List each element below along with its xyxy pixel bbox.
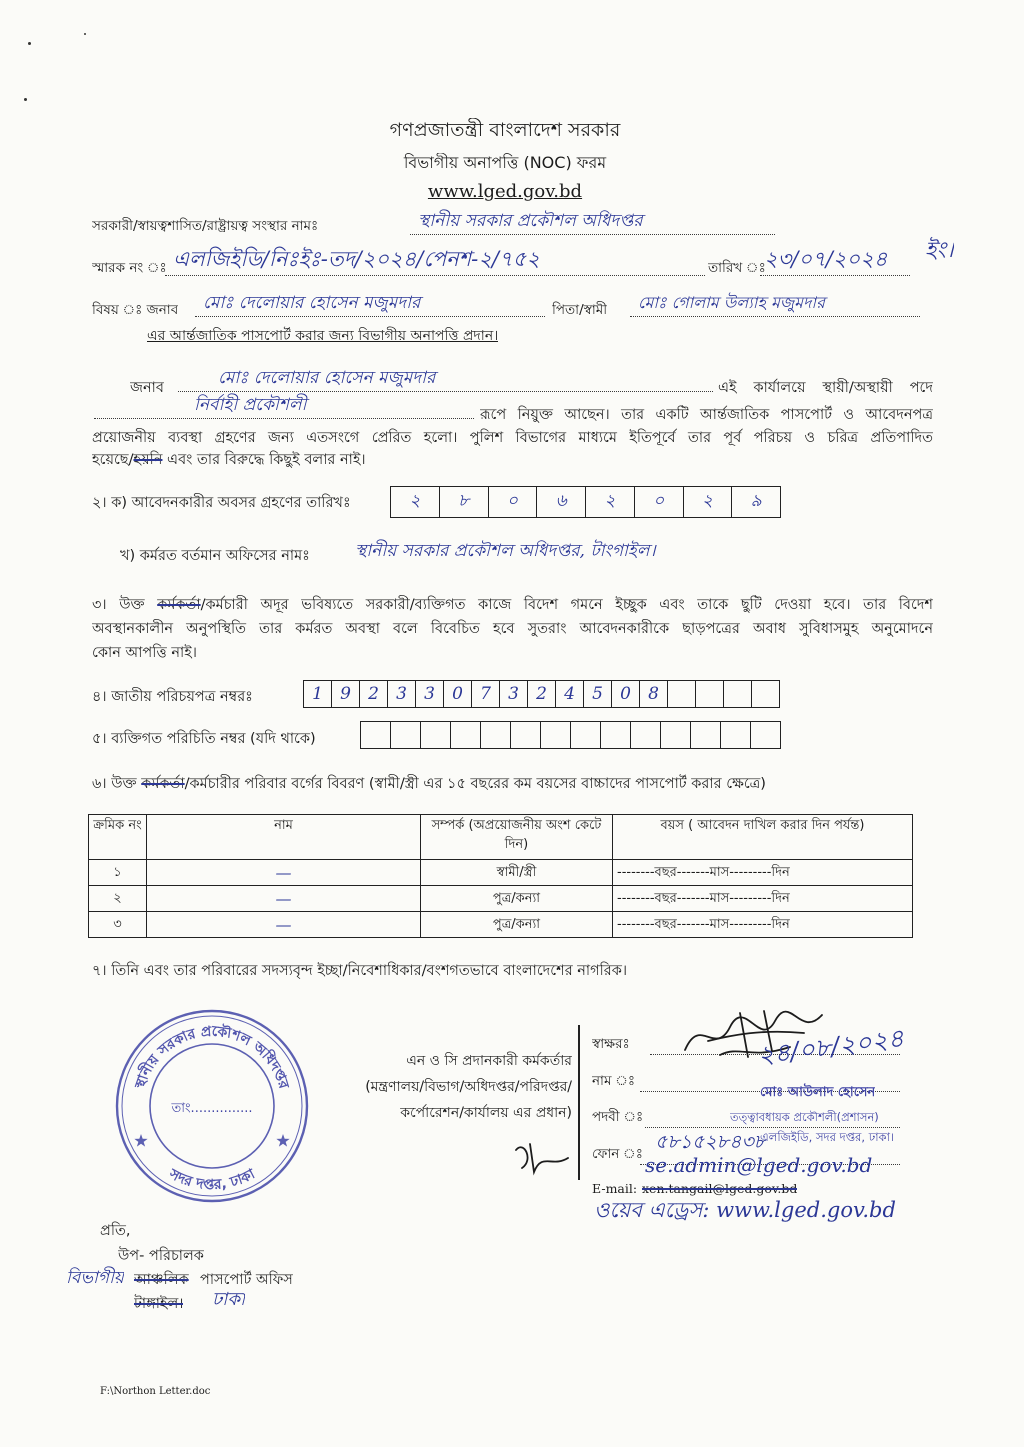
nid-digit: 3: [416, 681, 444, 707]
paper-speck: [24, 98, 27, 101]
seal-office: এলজিইডি, সদর দপ্তর, ঢাকা।: [760, 1130, 895, 1144]
personal-id-box: [721, 722, 751, 748]
item-3-line-2: অবস্থানকালীন অনুপস্থিতি তার কর্মরত অবস্থা বলে বিবেচিত হবে সুতরাং আবেদনকারীকে ছাড়পত্রের অবাধ সুবিধাসমুহ অনুমোদনে: [92, 621, 933, 637]
personal-id-box: [601, 722, 631, 748]
nid-digit: 2: [360, 681, 388, 707]
relation-cell: পুত্র/কন্যা: [421, 886, 613, 912]
office-seal: [104, 1008, 320, 1204]
recipient-district-struck: টাঙ্গাইল।: [134, 1296, 184, 1312]
nid-digit: 2: [528, 681, 556, 707]
age-cell: --------বছর-------মাস---------দিন: [613, 886, 913, 912]
nid-digit-box-empty: [668, 681, 696, 707]
nid-digit-box-empty: [696, 681, 724, 707]
name-cell: —: [147, 886, 421, 912]
retirement-date-boxes: [390, 486, 781, 518]
body-line-4-struck: হয়নি: [133, 452, 163, 468]
svg-text:সদর দপ্তর, ঢাকা: [165, 1166, 258, 1194]
serial-cell: ২: [89, 886, 147, 912]
item-6-line: [92, 774, 933, 794]
item-6-rest: /কর্মচারীর পরিবার বর্গের বিবরণ (স্বামী/স্ত্রী এর ১৫ বছরের কম বয়সের বাচ্চাদের পাসপোর্ট করার ক্ষেত্রে): [184, 776, 766, 792]
body-name: মোঃ দেলোয়ার হোসেন মজুমদার: [218, 368, 436, 388]
nid-digit: 1: [304, 681, 332, 707]
sign-label: স্বাক্ষরঃ: [592, 1036, 630, 1052]
seal-top-text: স্থানীয় সরকার প্রকৌশল অধিদপ্তর: [132, 1023, 292, 1091]
signed-date: ২৪/০৮/২০২৪: [756, 1023, 906, 1071]
table-header-row: [89, 815, 913, 860]
table-row: [89, 860, 913, 886]
personal-id-box: [481, 722, 511, 748]
body-designation-field: [94, 392, 474, 419]
page-title: গণপ্রজাতন্ত্রী বাংলাদেশ সরকার: [389, 119, 621, 141]
current-office-label: খ) কর্মরত বর্তমান অফিসের নামঃ: [120, 548, 310, 564]
personal-id-box: [421, 722, 451, 748]
email-value: se.admin@lged.gov.bd: [645, 1153, 873, 1177]
memo-field: [165, 243, 705, 276]
subject-line-2: এর আর্ন্তজাতিক পাসপোর্ট করার জন্য বিভাগীয় অনাপত্তি প্রদান।: [147, 328, 499, 344]
paper-speck: [84, 33, 86, 35]
relation-name-field: [630, 290, 920, 317]
retirement-date-digit: ২: [586, 487, 635, 517]
item-3-line-3: কোন আপত্তি নাই।: [92, 645, 197, 661]
body-line-4-a: হয়েছে/: [92, 452, 134, 468]
personal-id-box: [451, 722, 481, 748]
memo-label: স্মারক নং ঃ: [92, 260, 167, 276]
nid-digit: 0: [444, 681, 472, 707]
subject-name: মোঃ দেলোয়ার হোসেন মজুমদার: [203, 293, 421, 313]
family-table: [88, 814, 913, 938]
issuer-line-3: কর্পোরেশন/কার্যালয় এর প্রধান): [400, 1105, 572, 1121]
memo-value: এলজিইডি/নিঃইঃ-তদ/২০২৪/পেনশ-২/৭৫২: [173, 247, 540, 271]
personal-id-box: [751, 722, 781, 748]
retirement-date-digit: ৬: [537, 487, 586, 517]
retirement-date-digit: ০: [635, 487, 684, 517]
seal-star-icon: [134, 1134, 147, 1147]
body-designation: নির্বাহী প্রকৌশলী: [194, 395, 307, 415]
subject-name-field: [195, 290, 545, 317]
designation-label: পদবী ঃ: [592, 1109, 644, 1125]
retirement-date-digit: ৮: [440, 487, 489, 517]
item-3-line-1: [92, 595, 933, 615]
website-link: www.lged.gov.bd: [427, 181, 583, 202]
seal-bottom-text: সদর দপ্তর, ঢাকা: [166, 1166, 258, 1194]
nid-digit: 7: [472, 681, 500, 707]
item-3-struck: কর্মকর্তা: [157, 597, 201, 613]
nid-digit: 8: [640, 681, 668, 707]
name-cell: —: [147, 860, 421, 886]
nid-digit: 9: [332, 681, 360, 707]
nid-digit: 5: [584, 681, 612, 707]
table-row: [89, 886, 913, 912]
file-path: F:\Northon Letter.doc: [100, 1386, 211, 1397]
recipient-office-struck: আঞ্চলিক: [134, 1272, 189, 1288]
personal-id-label: ৫। ব্যক্তিগত পরিচিতি নম্বর (যদি থাকে): [92, 731, 316, 747]
personal-id-box: [571, 722, 601, 748]
body-jonab: জনাব: [130, 380, 164, 396]
body-name-field: [178, 365, 713, 392]
personal-id-box: [541, 722, 571, 748]
col-name-header: নাম: [147, 815, 421, 860]
personal-id-box: [361, 722, 391, 748]
issuer-line-1: এন ও সি প্রদানকারী কর্মকর্তার: [406, 1053, 572, 1069]
date-label: তারিখ ঃ: [708, 260, 766, 276]
recipient-office-handwritten: বিভাগীয়: [66, 1268, 124, 1288]
phone-label: ফোন ঃ: [592, 1146, 643, 1162]
nid-digit-box-empty: [724, 681, 752, 707]
age-cell: --------বছর-------মাস---------দিন: [613, 860, 913, 886]
seal-date-label: তাং...............: [171, 1101, 253, 1116]
personal-id-box: [631, 722, 661, 748]
nid-digit: 3: [388, 681, 416, 707]
item-3-prefix: ৩। উক্ত: [92, 597, 158, 613]
personal-id-box: [661, 722, 691, 748]
seal-star-icon: [276, 1134, 289, 1147]
relation-name: মোঃ গোলাম উল্যাহ মজুমদার: [638, 293, 825, 312]
nid-digit: 4: [556, 681, 584, 707]
table-row: [89, 912, 913, 938]
date-suffix: ইং।: [925, 238, 954, 263]
old-email: xen.tangail@lged.gov.bd: [642, 1181, 798, 1196]
subject-label: বিষয় ঃ জনাব: [92, 302, 179, 318]
body-line-2: রূপে নিয়ুক্ত আছেন। তার একটি আর্ন্তজাতিক পাসপোর্ট ও আবেদনপত্র: [480, 407, 933, 423]
retirement-date-digit: ২: [684, 487, 733, 517]
item-6-prefix: ৬। উক্ত: [92, 776, 142, 792]
item-7-line: ৭। তিনি এবং তার পরিবারের সদস্যবৃন্দ ইচ্ছা/নিবেশাধিকার/বংশগতভাবে বাংলাদেশের নাগরিক।: [92, 963, 628, 979]
serial-cell: ৩: [89, 912, 147, 938]
form-name: বিভাগীয় অনাপত্তি (NOC) ফরম: [403, 153, 607, 172]
nid-digit: 0: [612, 681, 640, 707]
retirement-date-digit: ০: [489, 487, 538, 517]
nid-digit-box-empty: [752, 681, 780, 707]
item-3-line-1-rest: /কর্মচারী অদূর ভবিষ্যতে সরকারী/ব্যক্তিগত কাজে বিদেশ গমনে ইচ্ছুক এবং তাকে ছুটি দেওয়া হবে। তার বিদেশ: [200, 597, 933, 613]
nid-digit: 3: [500, 681, 528, 707]
nid-label: ৪। জাতীয় পরিচয়পত্র নম্বরঃ: [92, 689, 253, 705]
item-6-struck: কর্মকর্তা: [141, 776, 185, 792]
personal-id-box: [511, 722, 541, 748]
relation-cell: স্বামী/স্ত্রী: [421, 860, 613, 886]
initials-signature: [510, 1138, 580, 1178]
relation-label: পিতা/স্বামী: [552, 302, 608, 318]
age-cell: --------বছর-------মাস---------দিন: [613, 912, 913, 938]
recipient-district-handwritten: ঢাকা: [212, 1289, 246, 1310]
paper-speck: [28, 42, 31, 45]
serial-cell: ১: [89, 860, 147, 886]
col-age-header: বয়স ( আবেদন দাখিল করার দিন পর্যন্ত): [613, 815, 913, 860]
recipient-to: প্রতি,: [100, 1223, 131, 1239]
email-label: E-mail:: [592, 1181, 638, 1196]
retirement-date-digit: ৯: [732, 487, 781, 517]
personal-id-box: [691, 722, 721, 748]
body-line-4-b: এবং তার বিরুদ্ধে কিছুই বলার নাই।: [162, 452, 366, 468]
col-relation-header: সম্পর্ক (অপ্রয়োজনীয় অংশ কেটে দিন): [421, 815, 613, 860]
name-cell: —: [147, 912, 421, 938]
org-value: স্থানীয় সরকার প্রকৌশল অধিদপ্তর: [418, 211, 643, 231]
seal-officer-name: মোঃ আউলাদ হোসেন: [760, 1085, 876, 1100]
recipient-office-rest: পাসপোর্ট অফিস: [200, 1272, 293, 1288]
body-post-text: এই কার্যালয়ে স্থায়ী/অস্থায়ী পদে: [718, 380, 933, 396]
org-field: [410, 208, 775, 235]
current-office-value: স্থানীয় সরকার প্রকৌশল অধিদপ্তর, টাংগাইল।: [355, 541, 656, 561]
date-field: [760, 243, 910, 276]
personal-id-box: [391, 722, 421, 748]
phone-value: ৫৮১৫২৮৪৩৮: [655, 1131, 767, 1153]
recipient-designation: উপ- পরিচালক: [118, 1248, 204, 1264]
nid-boxes: [303, 680, 780, 708]
personal-id-boxes: [360, 721, 781, 749]
name-label: নাম ঃ: [592, 1073, 636, 1089]
signature-divider: [578, 1025, 580, 1180]
date-value: ২৩/০৭/২০২৪: [764, 247, 888, 271]
body-line-3: প্রয়োজনীয় ব্যবস্থা গ্রহণের জন্য এতসংগে প্রেরিত হলো। পুলিশ বিভাগের মাধ্যমে ইতিপূর্বে তার পূর্ব পরিচয় ও চরিত্র প্রতিপাদিত: [92, 430, 933, 446]
retirement-date-digit: ২: [391, 487, 440, 517]
body-line-4: [92, 450, 692, 470]
seal-officer-designation: তত্ত্বাবধায়ক প্রকৌশলী(প্রশাসন): [730, 1110, 879, 1124]
retirement-date-label: ২। ক) আবেদনকারীর অবসর গ্রহণের তারিখঃ: [92, 495, 351, 511]
relation-cell: পুত্র/কন্যা: [421, 912, 613, 938]
web-address: ওয়েব এড্রেস: www.lged.gov.bd: [594, 1198, 896, 1222]
issuer-line-2: (মন্ত্রণালয়/বিভাগ/অধিদপ্তর/পরিদপ্তর/: [365, 1079, 572, 1095]
org-label: সরকারী/স্বায়ত্বশাসিত/রাষ্ট্রায়ত্ব সংস্থার নামঃ: [92, 218, 319, 234]
col-serial-header: ক্রমিক নং: [89, 815, 147, 860]
